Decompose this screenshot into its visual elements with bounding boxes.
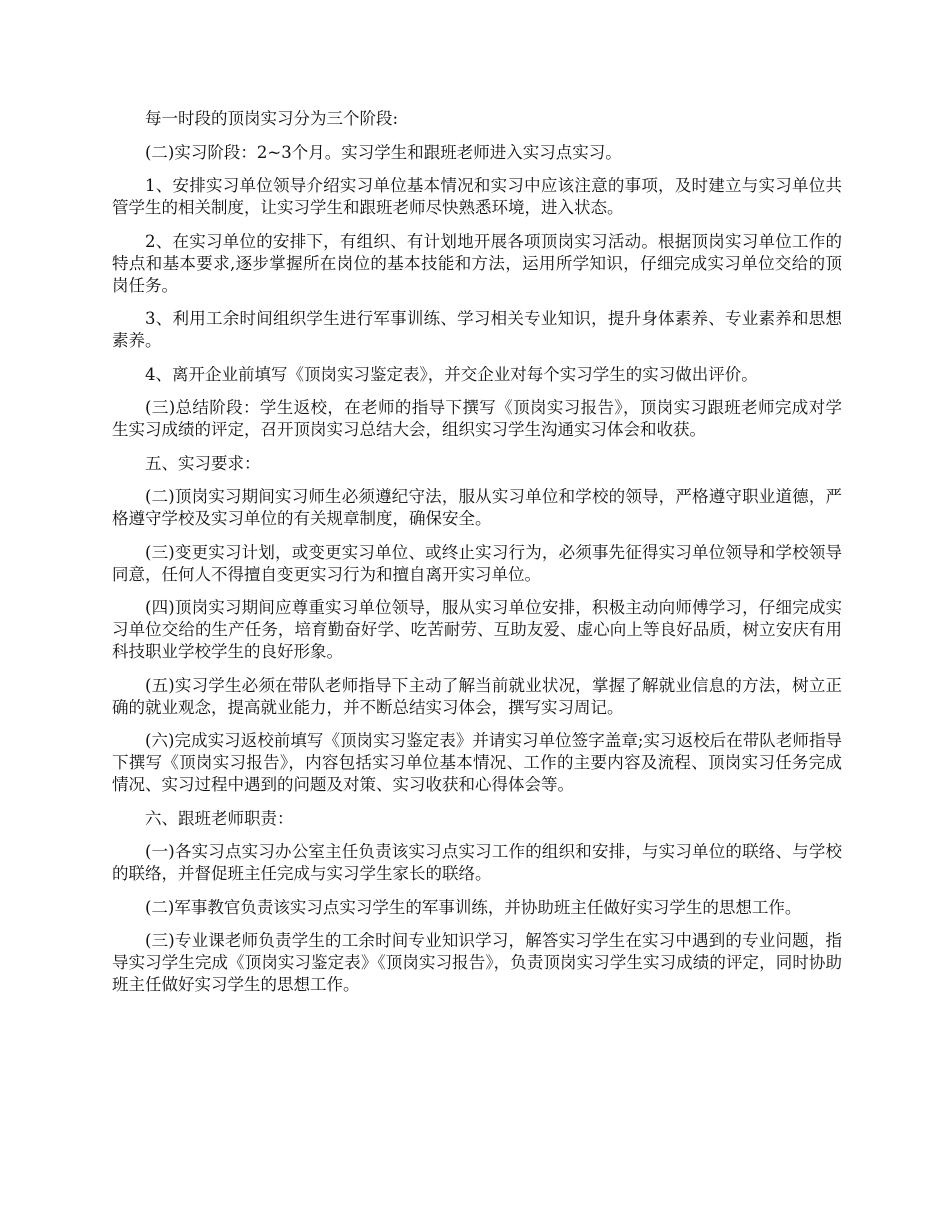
paragraph-item-4: 4、离开企业前填写《顶岗实习鉴定表》，并交企业对每个实习学生的实习做出评价。	[145, 364, 758, 384]
paragraph-stage-intro: 每一时段的顶岗实习分为三个阶段:	[145, 109, 399, 128]
paragraph-duty-1: (一)各实习点实习办公室主任负责该实习点实习工作的组织和安排，与实习单位的联络、与学校的联络，并督促班主任完成与实习学生家长的联络。	[112, 842, 842, 883]
paragraph-internship-stage: (二)实习阶段：2~3个月。实习学生和跟班老师进入实习点实习。	[145, 142, 622, 162]
paragraph-summary-stage: (三)总结阶段：学生返校，在老师的指导下撰写《顶岗实习报告》，顶岗实习跟班老师完成对学生实习成绩的评定，召开顶岗实习总结大会，组织实习学生沟通实习体会和收获。	[112, 398, 842, 439]
paragraph-item-3: 3、利用工余时间组织学生进行军事训练、学习相关专业知识，提升身体素养、专业素养和思想素养。	[112, 309, 842, 350]
section-heading-teacher-duties: 六、跟班老师职责：	[145, 808, 294, 828]
paragraph-requirement-4: (四)顶岗实习期间应尊重实习单位领导，服从实习单位安排，积极主动向师傅学习，仔细完成实习单位交给的生产任务，培育勤奋好学、吃苦耐劳、互助友爱、虚心向上等良好品质，树立安庆有用科技职业学校学生的良好形象。	[112, 598, 842, 661]
paragraph-item-1: 1、安排实习单位领导介绍实习单位基本情况和实习中应该注意的事项，及时建立与实习单位共管学生的相关制度，让实习学生和跟班老师尽快熟悉环境，进入状态。	[112, 176, 842, 217]
paragraph-requirement-2: (二)顶岗实习期间实习师生必须遵纪守法，服从实习单位和学校的领导，严格遵守职业道德，严格遵守学校及实习单位的有关规章制度，确保安全。	[112, 487, 842, 528]
paragraph-requirement-6: (六)完成实习返校前填写《顶岗实习鉴定表》并请实习单位签字盖章;实习返校后在带队老师指导下撰写《顶岗实习报告》，内容包括实习单位基本情况、工作的主要内容及流程、顶岗实习任务完成情况、实习过程中遇到的问题及对策、实习收获和心得体会等。	[112, 731, 842, 794]
paragraph-requirement-3: (三)变更实习计划，或变更实习单位、或终止实习行为，必须事先征得实习单位领导和学校领导同意，任何人不得擅自变更实习行为和擅自离开实习单位。	[112, 542, 842, 584]
paragraph-duty-2: (二)军事教官负责该实习点实习学生的军事训练，并协助班主任做好实习学生的思想工作。	[145, 897, 802, 917]
document-body	[112, 108, 842, 1008]
paragraph-item-2: 2、在实习单位的安排下，有组织、有计划地开展各项顶岗实习活动。根据顶岗实习单位工作的特点和基本要求,逐步掌握所在岗位的基本技能和方法，运用所学知识，仔细完成实习单位交给的顶岗任务。	[112, 231, 842, 295]
paragraph-duty-3: (三)专业课老师负责学生的工余时间专业知识学习，解答实习学生在实习中遇到的专业问题，指导实习学生完成《顶岗实习鉴定表》《顶岗实习报告》，负责顶岗实习学生实习成绩的评定，同时协助班主任做好实习学生的思想工作。	[112, 931, 842, 994]
section-heading-requirements: 五、实习要求：	[145, 453, 261, 473]
paragraph-requirement-5: (五)实习学生必须在带队老师指导下主动了解当前就业状况，掌握了解就业信息的方法，树立正确的就业观念，提高就业能力，并不断总结实习体会，撰写实习周记。	[112, 675, 842, 717]
